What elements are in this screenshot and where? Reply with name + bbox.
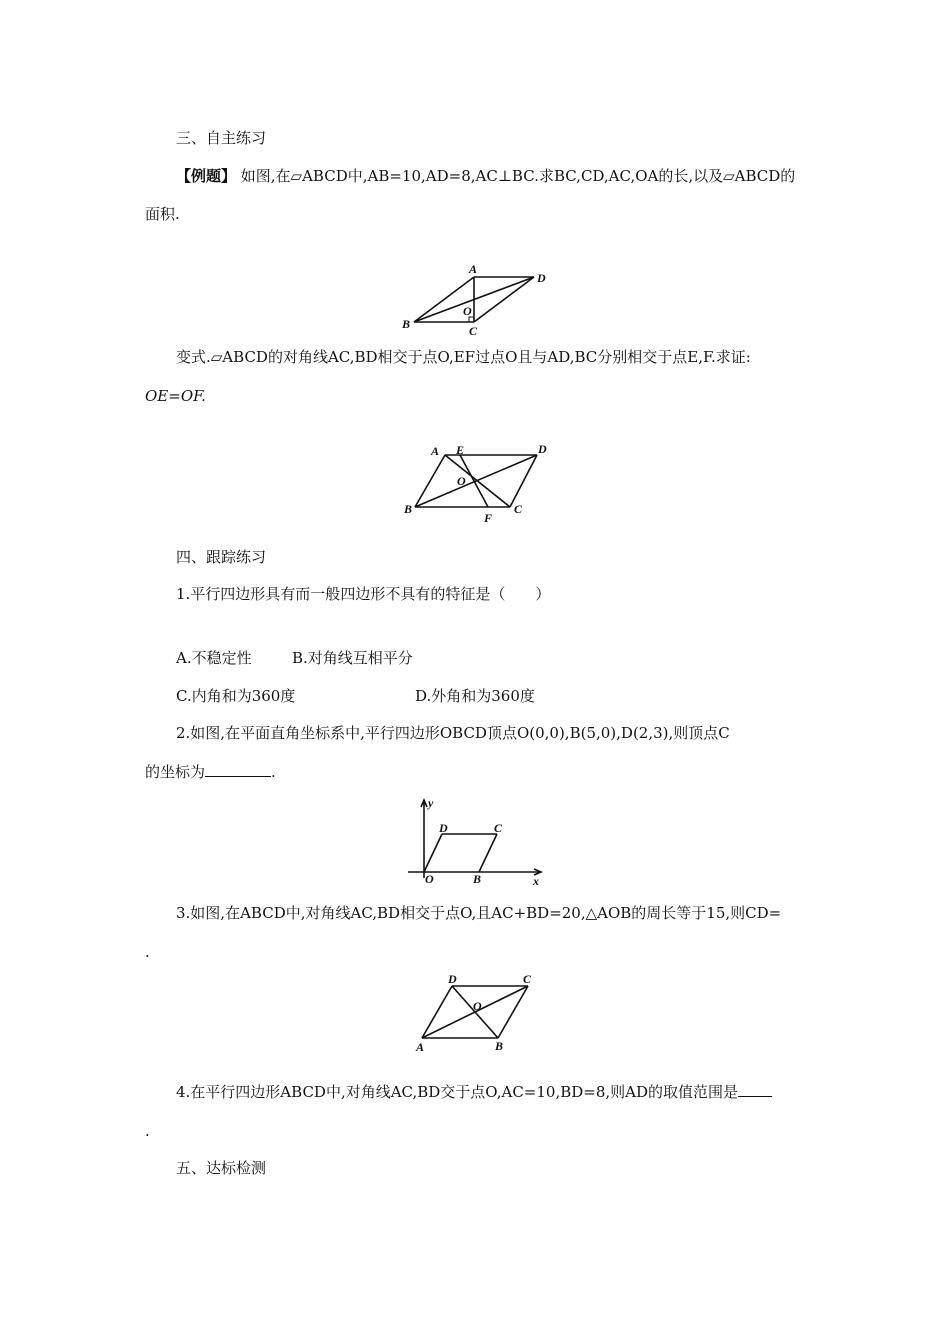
q1-option-d: D.外角和为360度 xyxy=(415,687,535,705)
q1-option-c: C.内角和为360度 xyxy=(176,687,296,705)
variant-line-1: 变式.▱ABCD的对角线AC,BD相交于点O,EF过点O且与AD,BC分别相交于点E,F.求证: xyxy=(176,348,751,366)
section-3-heading: 三、自主练习 xyxy=(176,129,267,147)
side-cd xyxy=(474,277,534,322)
label-c: C xyxy=(469,324,478,338)
example-figure xyxy=(396,262,556,338)
q1-option-a: A.不稳定性 xyxy=(176,649,252,667)
example-text: 如图,在▱ABCD中,AB=10,AD=8,AC⊥BC.求BC,CD,AC,OA的长,以及▱ABCD的 xyxy=(236,167,796,185)
section-4-heading: 四、跟踪练习 xyxy=(176,548,267,566)
q2-prefix: 的坐标为 xyxy=(145,763,206,781)
label-b: B xyxy=(473,872,482,886)
label-f: F xyxy=(484,511,493,525)
q1-stem: 1.平行四边形具有而一般四边形不具有的特征是（ ） xyxy=(176,585,551,603)
variant-line-2: OE=OF. xyxy=(145,387,206,405)
example-line-1 xyxy=(176,166,795,186)
label-c: C xyxy=(494,821,503,835)
variant-figure xyxy=(400,440,560,528)
q4-text: 4.在平行四边形ABCD中,对角线AC,BD交于点O,AC=10,BD=8,则AD的取值范围是 xyxy=(176,1083,739,1101)
q4-answer-blank[interactable] xyxy=(738,1082,772,1097)
label-o: O xyxy=(425,872,434,886)
q2-line-2 xyxy=(145,762,276,782)
q1-option-b: B.对角线互相平分 xyxy=(292,649,413,667)
diagonal-bd xyxy=(415,455,537,507)
example-line-2: 面积. xyxy=(145,205,180,223)
example-tag: 【例题】 xyxy=(176,167,237,185)
label-d: D xyxy=(538,442,547,456)
label-b: B xyxy=(495,1039,504,1053)
label-a: A xyxy=(416,1040,425,1054)
q4-line-2: . xyxy=(145,1122,150,1140)
section-5-heading: 五、达标检测 xyxy=(176,1159,267,1177)
q2-suffix: . xyxy=(271,763,276,781)
label-a: A xyxy=(431,444,440,458)
label-o: O xyxy=(457,474,466,488)
q2-line-1: 2.如图,在平面直角坐标系中,平行四边形OBCD顶点O(0,0),B(5,0),D(2,3),则顶点C xyxy=(176,724,730,742)
q3-figure xyxy=(410,970,540,1056)
q2-figure xyxy=(400,794,550,890)
q3-line-2: . xyxy=(145,943,150,961)
label-c: C xyxy=(523,972,532,986)
label-c: C xyxy=(514,502,523,516)
side-dc xyxy=(510,455,537,507)
label-y: y xyxy=(428,796,434,810)
label-o: O xyxy=(463,304,472,318)
label-o: O xyxy=(473,999,482,1013)
q4-line-1 xyxy=(176,1082,772,1102)
label-a: A xyxy=(469,262,478,276)
label-d: D xyxy=(537,271,546,285)
side-od xyxy=(424,834,442,872)
label-x: x xyxy=(533,874,539,888)
label-b: B xyxy=(404,502,413,516)
side-ba xyxy=(415,455,445,507)
side-cb xyxy=(479,834,497,872)
label-d: D xyxy=(439,821,448,835)
label-b: B xyxy=(402,317,411,331)
q2-answer-blank[interactable] xyxy=(205,762,271,777)
label-e: E xyxy=(456,443,465,457)
q3-line-1: 3.如图,在ABCD中,对角线AC,BD相交于点O,且AC+BD=20,△AOB的周长等于15,则CD= xyxy=(176,904,782,922)
label-d: D xyxy=(448,972,457,986)
